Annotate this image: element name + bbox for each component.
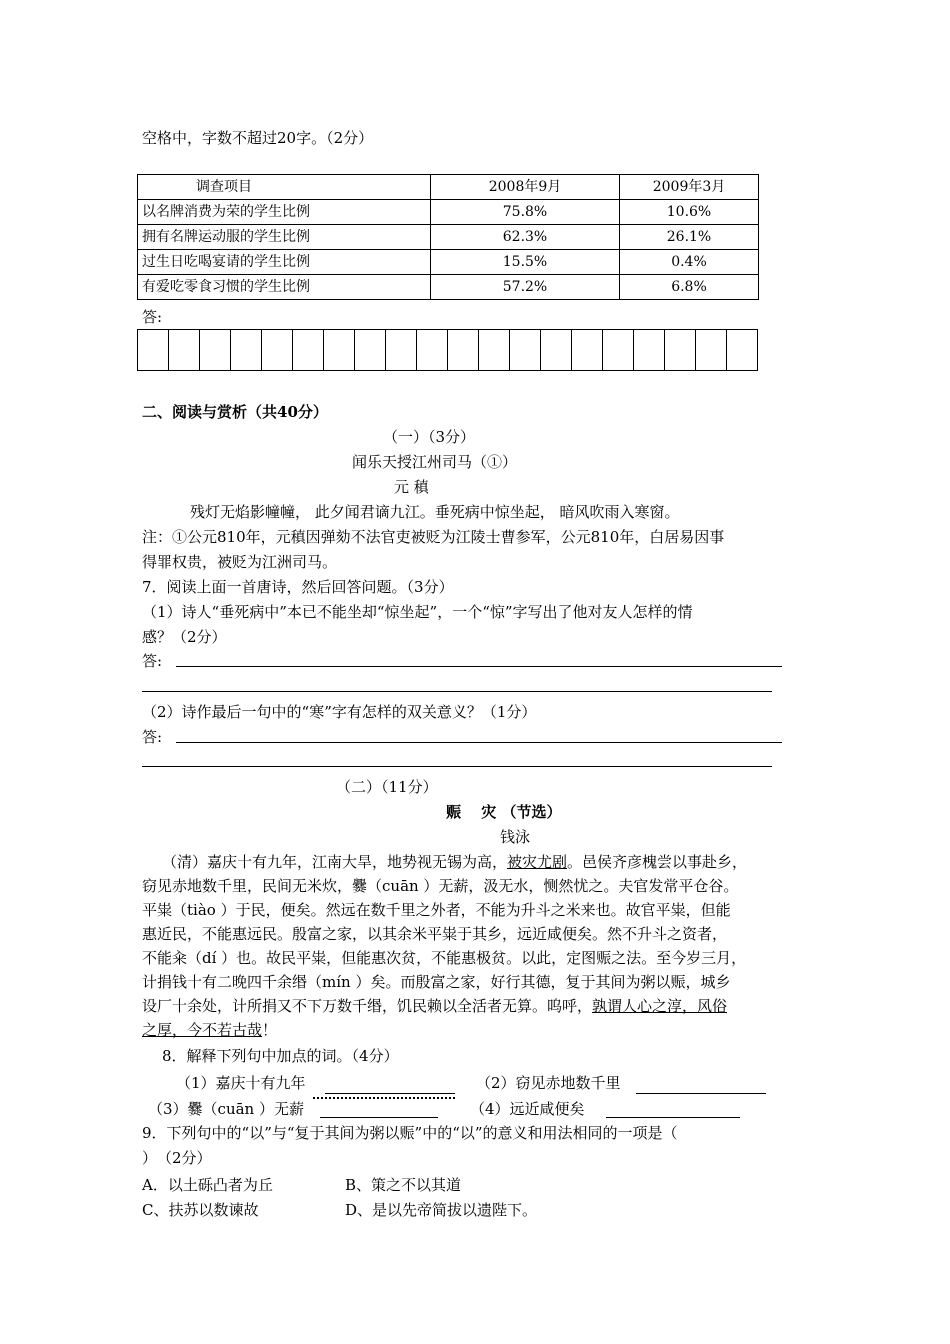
option-d[interactable]: D、是以先帝简拔以遗陛下。 [345,1201,538,1219]
table-header-row [138,175,759,200]
table-cell: 过生日吃喝宴请的学生比例 [138,250,431,275]
poem-title: 闻乐天授江州司马（①） [352,453,518,471]
part1-heading: （一）（3分） [383,428,476,446]
answer-line[interactable] [325,1093,455,1094]
table-row [138,275,759,300]
answer-grid[interactable] [137,329,758,371]
question-7-2: （2）诗作最后一句中的“寒”字有怎样的双关意义？（1分） [142,703,537,721]
section-title: 二、阅读与赏析（共40分） [142,403,328,421]
table-row [138,200,759,225]
table-cell: 26.1% [620,225,759,250]
question-9: 9．下列句中的“以”与“复于其间为粥以赈”中的“以”的意义和用法相同的一项是（ [142,1124,678,1142]
option-b[interactable]: B、策之不以其道 [345,1176,462,1194]
table-cell: 有爱吃零食习惯的学生比例 [138,275,431,300]
option-c[interactable]: C、扶苏以数谏故 [142,1201,259,1219]
poem-text: 残灯无焰影幢幢， 此夕闻君谪九江。垂死病中惊坐起， 暗风吹雨入寒窗。 [190,503,680,521]
passage-line: 设厂十余处，计所捐又不下万数千缗，饥民赖以全活者无算。呜呼，孰谓人心之淳，风俗 [142,997,728,1015]
question-7-1-cont: 感？（2分） [142,628,227,646]
passage-line: （清）嘉庆十有九年，江南大旱，地势视无锡为高，被灾尤剧。邑侯齐彦槐尝以事赴乡， [162,853,748,871]
answer-line[interactable] [176,742,782,743]
question-8: 8．解释下列句中加点的词。（4分） [162,1047,399,1065]
answer-line[interactable] [142,766,772,767]
answer-line[interactable] [320,1117,438,1118]
question-8-3: （3）爨（cuān ）无薪 [148,1100,304,1118]
table-header-cell: 2008年9月 [431,175,620,200]
table-header-cell: 2009年3月 [620,175,759,200]
table-cell: 6.8% [620,275,759,300]
answer-label: 答: [142,728,163,746]
passage-line: 平粜（tiào ）于民，便矣。然远在数千里之外者，不能为升斗之米来也。故官平粜，但能 [142,901,731,919]
passage-line: 惠近民，不能惠远民。殷富之家，以其余米平粜于其乡，远近咸便矣。然不升斗之资者， [142,925,728,943]
table-cell: 57.2% [431,275,620,300]
survey-table [137,174,759,300]
note-line-2: 得罪权贵，被贬为江洲司马。 [142,553,338,571]
question-7: 7．阅读上面一首唐诗，然后回答问题。（3分） [142,578,454,596]
passage-author: 钱泳 [500,828,531,846]
table-cell: 75.8% [431,200,620,225]
passage-line: 计捐钱十有二晚四千余缗（mín ）矣。而殷富之家，好行其德，复于其间为粥以赈，城乡 [142,973,731,991]
question-8-1: （1）嘉庆十有九年 [176,1074,306,1092]
table-row [138,225,759,250]
answer-line[interactable] [176,666,782,667]
table-cell: 0.4% [620,250,759,275]
answer-line[interactable] [636,1093,766,1094]
question-8-2: （2）窃见赤地数千里 [476,1074,621,1092]
answer-label: 答: [142,652,163,670]
note-line-1: 注：①公元810年，元稹因弹劾不法官吏被贬为江陵士曹参军，公元810年，白居易因事 [142,528,725,546]
table-cell: 15.5% [431,250,620,275]
table-cell: 62.3% [431,225,620,250]
intro-text: 空格中，字数不超过20字。（2分） [142,129,374,147]
poem-author: 元 稹 [394,478,429,496]
answer-line[interactable] [142,691,772,692]
table-cell: 以名牌消费为荣的学生比例 [138,200,431,225]
answer-line[interactable] [606,1117,740,1118]
passage-line: 窃见赤地数千里，民间无米炊，爨（cuān ）无薪，汲无水，恻然忧之。夫官发常平仓谷。 [142,877,739,895]
question-7-1: （1）诗人“垂死病中”本已不能坐却“惊坐起”，一个“惊”字写出了他对友人怎样的情 [142,603,693,621]
passage-line: 之厚，今不若古哉！ [142,1021,278,1039]
table-cell: 拥有名牌运动服的学生比例 [138,225,431,250]
emphasis-dots [313,1097,455,1099]
table-header-cell: 调查项目 [138,175,431,200]
question-8-4: （4）远近咸便矣 [470,1100,585,1118]
question-9-cont: ） （2分） [142,1149,212,1167]
answer-label: 答: [142,308,163,326]
passage-title: 赈 灾 （节选） [446,803,562,821]
option-a[interactable]: A．以土砾凸者为丘 [142,1176,273,1194]
passage-line: 不能籴（dí ）也。故民平粜，但能惠次贫，不能惠极贫。以此，定图赈之法。至今岁三月， [142,949,747,967]
part2-heading: （二）（11分） [336,778,438,796]
table-cell: 10.6% [620,200,759,225]
table-row [138,250,759,275]
